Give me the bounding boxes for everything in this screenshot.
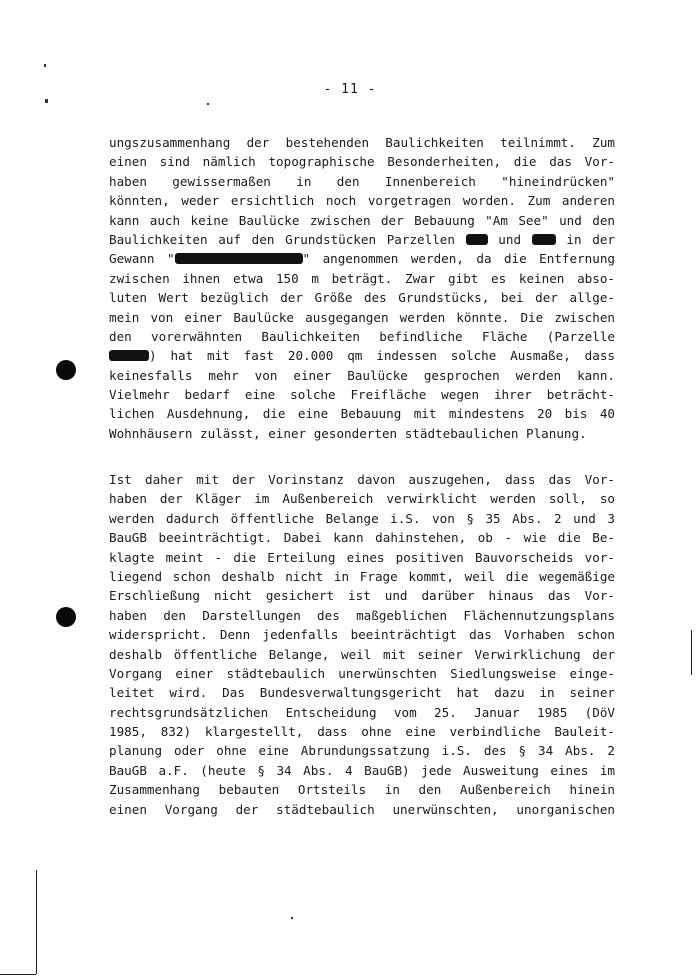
text-line-redacted — [109, 346, 615, 365]
text-segment: und — [487, 231, 532, 247]
text-line: widerspricht. Denn jedenfalls beeinträchtigt das Vorhaben schon — [109, 627, 615, 643]
text-line: haben den Darstellungen des maßgeblichen Flächennutzungsplans — [109, 607, 615, 623]
punch-hole — [56, 360, 76, 380]
text-line: Ist daher mit der Vorinstanz davon auszugehen, dass das Vor- — [109, 472, 615, 487]
redaction-box — [109, 350, 149, 361]
text-line: Vorgang einer städtebaulich unerwünschten Siedlungsweise einge- — [109, 665, 615, 681]
text-line: Vielmehr bedarf eine solche Freifläche wegen ihrer beträcht- — [109, 387, 615, 403]
text-line: kann auch keine Baulücke zwischen der Bebauung "Am See" und den — [109, 212, 615, 228]
text-line: haben der Kläger im Außenbereich verwirklicht werden soll, so — [109, 491, 615, 507]
text-line: 1985, 832) klargestellt, dass ohne eine verbindliche Bauleit- — [109, 724, 615, 740]
text-segment: in der — [555, 231, 615, 247]
redaction-box — [466, 234, 488, 245]
text-line: den vorerwähnten Baulichkeiten befindliche Fläche (Parzelle — [109, 328, 615, 344]
text-line: leitet wird. Das Bundesverwaltungsgericht hat dazu in seiner — [109, 685, 615, 701]
text-line: zwischen ihnen etwa 150 m beträgt. Zwar gibt es keinen abso- — [109, 270, 615, 286]
text-line-redacted — [109, 230, 615, 249]
page-number: - 11 - — [323, 82, 377, 97]
scan-speck — [291, 917, 293, 919]
text-line: Wohnhäusern zulässt, einer gesonderten städtebaulichen Planung. — [109, 425, 587, 441]
text-line: einen sind nämlich topographische Besonderheiten, die das Vor- — [109, 154, 615, 170]
text-line: keinesfalls mehr von einer Baulücke gesprochen werden kann. — [109, 367, 615, 383]
text-line: haben gewissermaßen in den Innenbereich "hineindrücken" — [109, 173, 615, 189]
text-line: werden dadurch öffentliche Belange i.S. von § 35 Abs. 2 und 3 — [109, 510, 615, 526]
text-line: einen Vorgang der städtebaulich unerwünschten, unorganischen — [109, 801, 615, 817]
paragraph-1 — [109, 133, 615, 443]
text-line: BauGB beeinträchtigt. Dabei kann dahinstehen, ob - wie die Be- — [109, 530, 615, 546]
paragraph-2 — [109, 470, 615, 819]
text-segment: " angenommen werden, da die Entfernung — [302, 251, 615, 267]
text-segment: Baulichkeiten auf den Grundstücken Parzellen — [109, 231, 466, 247]
text-line: lichen Ausdehnung, die eine Bebauung mit mindestens 20 bis 40 — [109, 406, 615, 422]
redaction-box — [175, 253, 303, 264]
text-line: planung oder ohne eine Abrundungssatzung i.S. des § 34 Abs. 2 — [109, 743, 615, 759]
scan-edge-line — [691, 630, 692, 675]
punch-hole — [56, 607, 76, 627]
redaction-box — [532, 234, 556, 245]
text-segment: Gewann " — [109, 251, 175, 267]
text-line-redacted — [109, 249, 615, 268]
text-line: Zusammenhang bebauten Ortsteils in den Außenbereich hinein — [109, 782, 615, 798]
text-line: luten Wert bezüglich der Größe des Grundstücks, bei der allge- — [109, 290, 615, 306]
text-line: deshalb öffentliche Belange, weil mit seiner Verwirklichung der — [109, 646, 615, 662]
text-line: klagte meint - die Erteilung eines positiven Bauvorscheids vor- — [109, 549, 615, 565]
text-line: rechtsgrundsätzlichen Entscheidung vom 25. Januar 1985 (DöV — [109, 704, 615, 720]
text-segment: ) hat mit fast 20.000 qm indessen solche Ausmaße, dass — [149, 348, 615, 364]
text-line: BauGB a.F. (heute § 34 Abs. 4 BauGB) jede Ausweitung eines im — [109, 762, 615, 778]
text-line: mein von einer Baulücke ausgegangen werden könnte. Die zwischen — [109, 309, 615, 325]
text-line: ungszusammenhang der bestehenden Baulichkeiten teilnimmt. Zum — [109, 135, 615, 150]
scan-speck — [207, 103, 209, 105]
text-line: liegend schon deshalb nicht in Frage kommt, weil die wegemäßige — [109, 568, 615, 584]
text-line: Erschließung nicht gesichert ist und darüber hinaus das Vor- — [109, 588, 615, 604]
scan-edge-line — [0, 974, 36, 975]
scan-speck — [44, 64, 46, 67]
scan-edge-line — [36, 870, 37, 974]
scan-speck — [45, 99, 48, 103]
text-line: könnten, weder ersichtlich noch vorgetragen worden. Zum anderen — [109, 193, 615, 209]
